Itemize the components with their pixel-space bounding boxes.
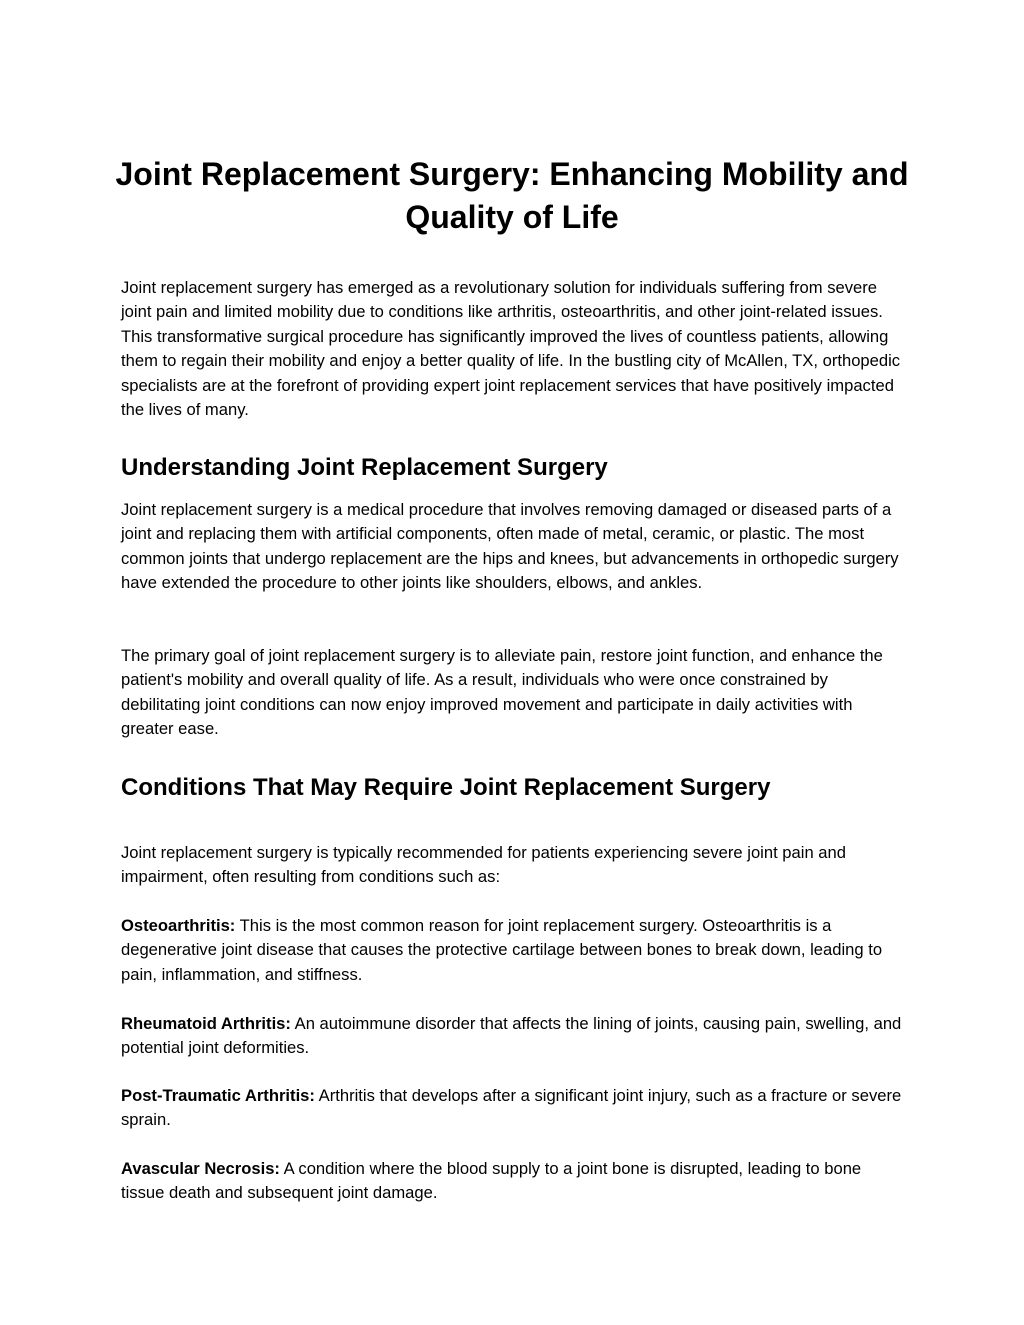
intro-paragraph: Joint replacement surgery has emerged as a revolutionary solution for individuals suffering from severe joint pain and limited mobility due to conditions like arthritis, osteoarthritis, and other joint-related issues. This transformative surgical procedure has significantly improved the lives of countless patients, allowing them to regain their mobility and enjoy a better quality of life. In the bustling city of McAllen, TX, orthopedic specialists are at the forefront of providing expert joint replacement services that have positively impacted the lives of many. <box>121 278 901 420</box>
condition-term: Rheumatoid Arthritis: <box>121 1014 291 1033</box>
condition-term: Avascular Necrosis: <box>121 1159 280 1178</box>
condition-term: Osteoarthritis: <box>121 916 236 935</box>
document-title: Joint Replacement Surgery: Enhancing Mobility and Quality of Life <box>115 156 909 235</box>
condition-description: A condition where the blood supply to a joint bone is disrupted, leading to bone tissue death and subsequent joint damage. <box>121 1159 862 1203</box>
understanding-paragraph-2: The primary goal of joint replacement surgery is to alleviate pain, restore joint function, and enhance the patient's mobility and overall quality of life. As a result, individuals who were once constrained by debilitating joint conditions can now enjoy improved movement and participate in daily activities with greater ease. <box>121 646 883 739</box>
condition-osteoarthritis <box>121 914 903 987</box>
understanding-paragraph-1: Joint replacement surgery is a medical procedure that involves removing damaged or diseased parts of a joint and replacing them with artificial components, often made of metal, ceramic, or plastic. The most common joints that undergo replacement are the hips and knees, but advancements in orthopedic surgery have extended the procedure to other joints like shoulders, elbows, and ankles. <box>121 500 899 593</box>
condition-description: This is the most common reason for joint replacement surgery. Osteoarthritis is a degenerative joint disease that causes the protective cartilage between bones to break down, leading to pain, inflammation, and stiffness. <box>121 916 883 984</box>
condition-description: Arthritis that develops after a significant joint injury, such as a fracture or severe sprain. <box>121 1086 902 1130</box>
condition-term: Post-Traumatic Arthritis: <box>121 1086 315 1105</box>
condition-description: An autoimmune disorder that affects the lining of joints, causing pain, swelling, and potential joint deformities. <box>121 1014 902 1058</box>
section-heading-conditions: Conditions That May Require Joint Replacement Surgery <box>121 774 771 801</box>
condition-rheumatoid-arthritis <box>121 1012 903 1061</box>
condition-post-traumatic-arthritis <box>121 1084 903 1133</box>
condition-avascular-necrosis <box>121 1157 903 1206</box>
section-heading-understanding: Understanding Joint Replacement Surgery <box>121 454 608 481</box>
conditions-intro-paragraph: Joint replacement surgery is typically recommended for patients experiencing severe joint pain and impairment, often resulting from conditions such as: <box>121 843 846 887</box>
